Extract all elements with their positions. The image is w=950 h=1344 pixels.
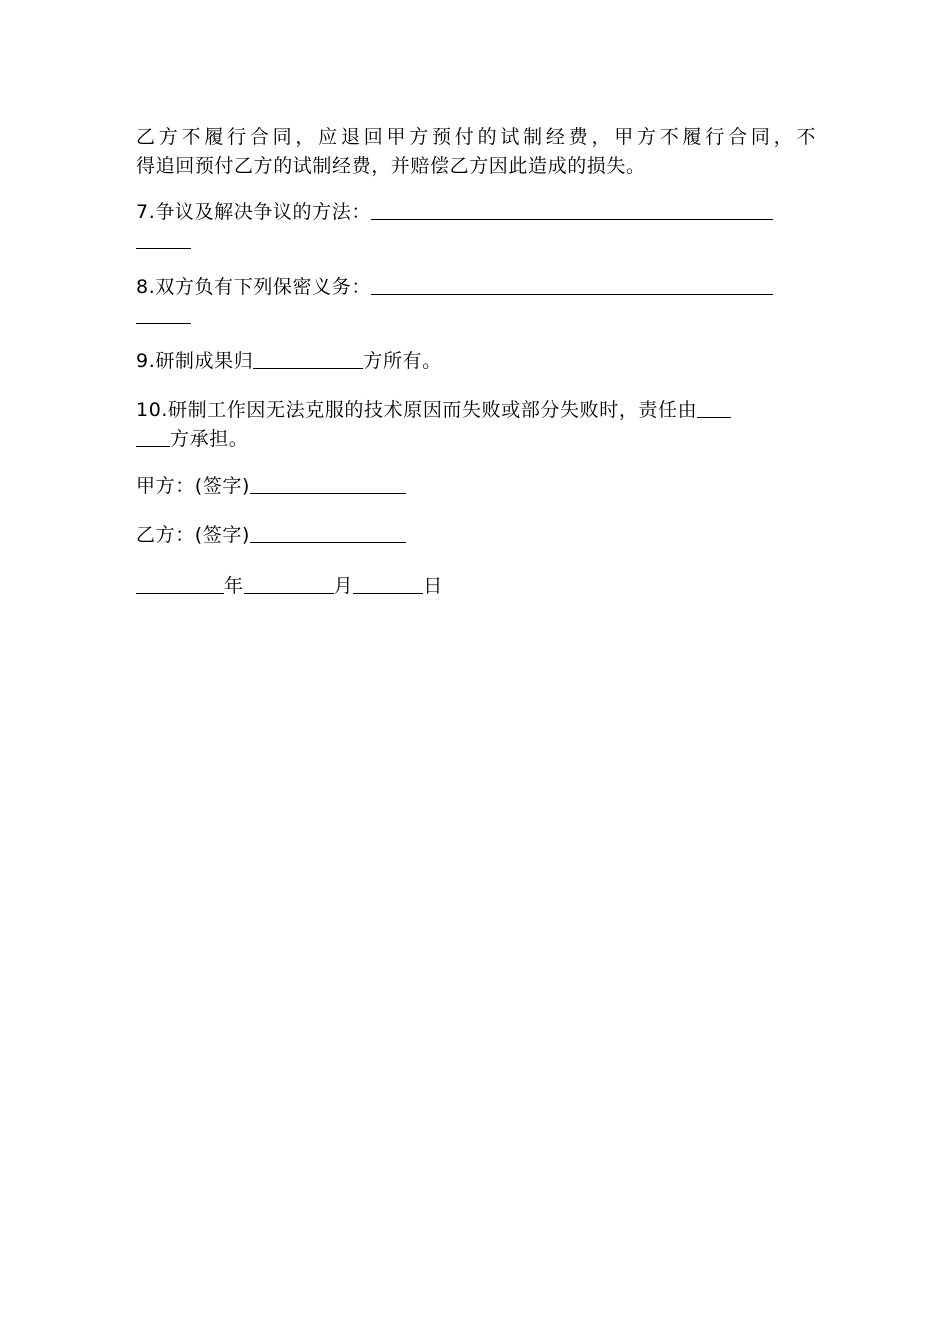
- party-b-signature: [136, 521, 816, 550]
- date-day-label: 日: [423, 575, 443, 597]
- date-year-blank: [136, 593, 224, 594]
- party-b-line: [136, 521, 816, 550]
- breach-paragraph: [136, 123, 816, 181]
- item-9-prefix: 9.研制成果归: [136, 350, 254, 372]
- item-8-line-2: [136, 302, 816, 331]
- item-7-blank: [371, 219, 773, 220]
- item-9-ownership: [136, 347, 816, 376]
- breach-line-1: 乙方不履行合同，应退回甲方预付的试制经费，甲方不履行合同，不: [136, 126, 816, 148]
- item-8-confidentiality: [136, 273, 816, 331]
- party-b-signature-blank: [250, 542, 406, 543]
- item-7-line-2: [136, 227, 816, 256]
- item-7-line-1: [136, 198, 816, 227]
- signing-date: [136, 572, 816, 601]
- item-7-dispute-resolution: [136, 198, 816, 256]
- item-10-suffix: 方承担。: [170, 428, 249, 450]
- item-8-line-1: [136, 273, 816, 302]
- item-10-line-2: [136, 425, 816, 454]
- item-8-label: 8.双方负有下列保密义务：: [136, 276, 371, 298]
- item-10-line-1: [136, 396, 816, 425]
- party-a-line: [136, 472, 816, 501]
- item-9-suffix: 方所有。: [363, 350, 442, 372]
- party-a-label: 甲方：(签字): [136, 475, 251, 497]
- item-7-label: 7.争议及解决争议的方法：: [136, 201, 371, 223]
- date-day-blank: [353, 593, 423, 594]
- item-10-text: 10.研制工作因无法克服的技术原因而失败或部分失败时，责任由: [136, 399, 698, 421]
- date-month-label: 月: [333, 575, 354, 597]
- breach-line-2: 得追回预付乙方的试制经费，并赔偿乙方因此造成的损失。: [136, 155, 646, 177]
- date-year-label: 年: [224, 575, 244, 597]
- item-9-blank: [253, 368, 363, 369]
- item-10-blank: [697, 417, 731, 418]
- item-10-blank-continuation: [136, 446, 170, 447]
- party-b-label: 乙方：(签字): [136, 524, 251, 546]
- party-a-signature-blank: [250, 493, 406, 494]
- item-7-blank-continuation: [136, 248, 191, 249]
- item-8-blank-continuation: [136, 323, 191, 324]
- item-10-liability: [136, 396, 816, 454]
- party-a-signature: [136, 472, 816, 501]
- item-8-blank: [371, 294, 773, 295]
- item-9-line: [136, 347, 816, 376]
- date-line: [136, 572, 816, 601]
- date-month-blank: [244, 593, 334, 594]
